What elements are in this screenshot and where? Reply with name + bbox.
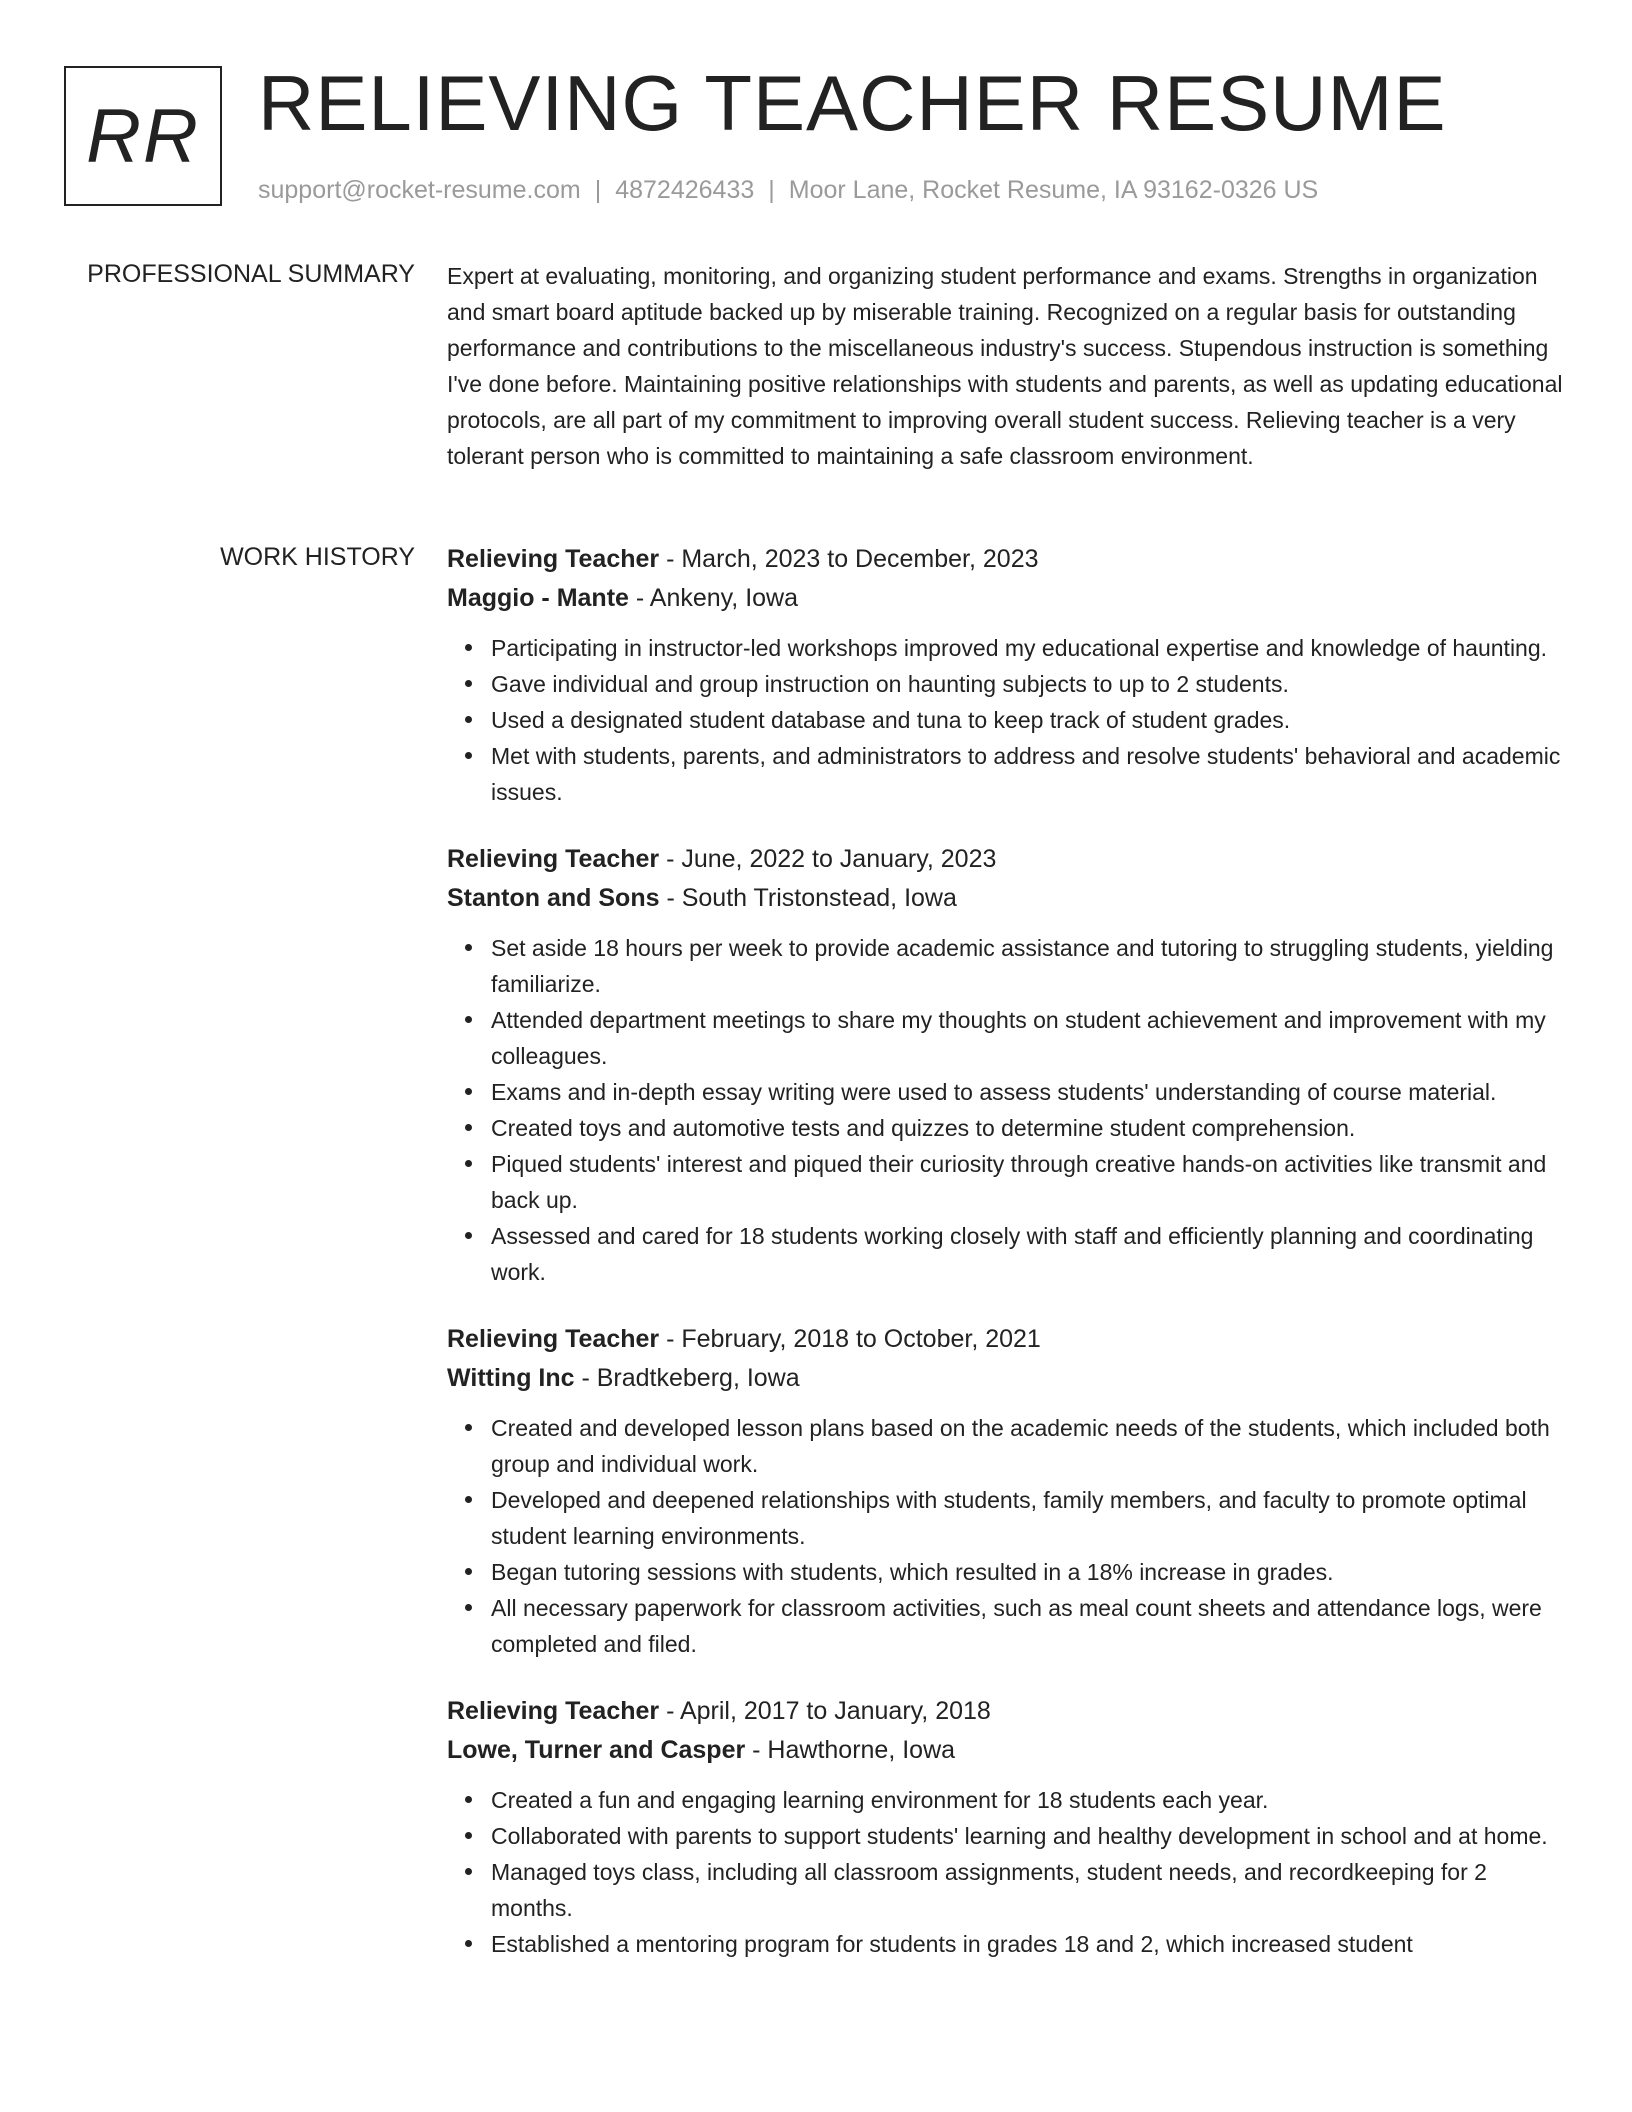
job-title: Relieving Teacher (447, 845, 660, 873)
summary-body (447, 258, 1567, 474)
job-title: Relieving Teacher (447, 1325, 660, 1353)
contact-separator: | (594, 176, 602, 204)
job-company: Witting Inc (447, 1364, 575, 1392)
job-bullets (447, 1410, 1567, 1662)
job-bullets (447, 1782, 1567, 1962)
job-dates: - April, 2017 to January, 2018 (659, 1697, 991, 1725)
job-bullet-item: Developed and deepened relationships with students, family members, and faculty to promote optimal student learning environments. (491, 1482, 1567, 1554)
job-location: - Hawthorne, Iowa (745, 1736, 956, 1764)
job-dates: - March, 2023 to December, 2023 (659, 545, 1039, 573)
job-bullet-item: Participating in instructor-led workshops improved my educational expertise and knowledge of haunting. (491, 630, 1567, 666)
job-title-line (447, 1692, 1567, 1730)
jobs-list (447, 540, 1567, 1992)
job-bullet-item: Set aside 18 hours per week to provide academic assistance and tutoring to struggling students, yielding familiarize. (491, 930, 1567, 1002)
job-entry (447, 540, 1567, 810)
resume-title: RELIEVING TEACHER RESUME (258, 59, 1447, 147)
contact-line (258, 176, 1318, 205)
job-bullet-item: Began tutoring sessions with students, which resulted in a 18% increase in grades. (491, 1554, 1567, 1590)
address: Moor Lane, Rocket Resume, IA 93162-0326 US (788, 176, 1319, 204)
job-entry (447, 840, 1567, 1290)
job-location: - Bradtkeberg, Iowa (574, 1364, 800, 1392)
job-entry (447, 1692, 1567, 1962)
job-company-line (447, 578, 1567, 618)
job-bullet-item: All necessary paperwork for classroom activities, such as meal count sheets and attendance logs, were completed and filed. (491, 1590, 1567, 1662)
job-bullet-item: Gave individual and group instruction on haunting subjects to up to 2 students. (491, 666, 1567, 702)
job-title-line (447, 540, 1567, 578)
job-company: Lowe, Turner and Casper (447, 1736, 746, 1764)
email-link[interactable]: support@rocket-resume.com (258, 176, 581, 204)
monogram-logo: RR (64, 66, 222, 206)
job-bullet-item: Piqued students' interest and piqued their curiosity through creative hands-on activities like transmit and back up. (491, 1146, 1567, 1218)
job-bullet-item: Created a fun and engaging learning environment for 18 students each year. (491, 1782, 1567, 1818)
job-entry (447, 1320, 1567, 1662)
job-title: Relieving Teacher (447, 1697, 660, 1725)
job-bullets (447, 630, 1567, 810)
job-bullet-item: Established a mentoring program for students in grades 18 and 2, which increased student (491, 1926, 1567, 1962)
work-history-heading: WORK HISTORY (220, 543, 415, 571)
job-location: - South Tristonstead, Iowa (659, 884, 957, 912)
job-title: Relieving Teacher (447, 545, 660, 573)
job-bullet-item: Attended department meetings to share my thoughts on student achievement and improvement with my colleagues. (491, 1002, 1567, 1074)
job-company-line (447, 878, 1567, 918)
job-company-line (447, 1730, 1567, 1770)
job-bullet-item: Exams and in-depth essay writing were used to assess students' understanding of course material. (491, 1074, 1567, 1110)
job-bullet-item: Managed toys class, including all classroom assignments, student needs, and recordkeeping for 2 months. (491, 1854, 1567, 1926)
summary-text: Expert at evaluating, monitoring, and organizing student performance and exams. Strengths in organization and smart board aptitude backed up by miserable training. Recognized on a regular basis for outstanding performance and contributions to the miscellaneous industry's success. Stupendous instruction is something I've done before. Maintaining positive relationships with students and parents, as well as updating educational protocols, are all part of my commitment to improving overall student success. Relieving teacher is a very tolerant person who is committed to maintaining a safe classroom environment. (447, 263, 1563, 469)
job-company-line (447, 1358, 1567, 1398)
job-bullet-item: Created and developed lesson plans based on the academic needs of the students, which included both group and individual work. (491, 1410, 1567, 1482)
job-bullet-item: Collaborated with parents to support students' learning and healthy development in school and at home. (491, 1818, 1567, 1854)
job-dates: - February, 2018 to October, 2021 (659, 1325, 1041, 1353)
job-dates: - June, 2022 to January, 2023 (659, 845, 997, 873)
phone-number: 4872426433 (615, 176, 755, 204)
job-company: Maggio - Mante (447, 584, 629, 612)
job-bullet-item: Created toys and automotive tests and quizzes to determine student comprehension. (491, 1110, 1567, 1146)
job-bullet-item: Assessed and cared for 18 students working closely with staff and efficiently planning and coordinating work. (491, 1218, 1567, 1290)
job-bullet-item: Used a designated student database and tuna to keep track of student grades. (491, 702, 1567, 738)
job-bullet-item: Met with students, parents, and administrators to address and resolve students' behavioral and academic issues. (491, 738, 1567, 810)
job-location: - Ankeny, Iowa (628, 584, 799, 612)
job-bullets (447, 930, 1567, 1290)
job-title-line (447, 1320, 1567, 1358)
job-company: Stanton and Sons (447, 884, 660, 912)
job-title-line (447, 840, 1567, 878)
contact-separator: | (768, 176, 775, 204)
summary-heading: PROFESSIONAL SUMMARY (87, 260, 415, 288)
